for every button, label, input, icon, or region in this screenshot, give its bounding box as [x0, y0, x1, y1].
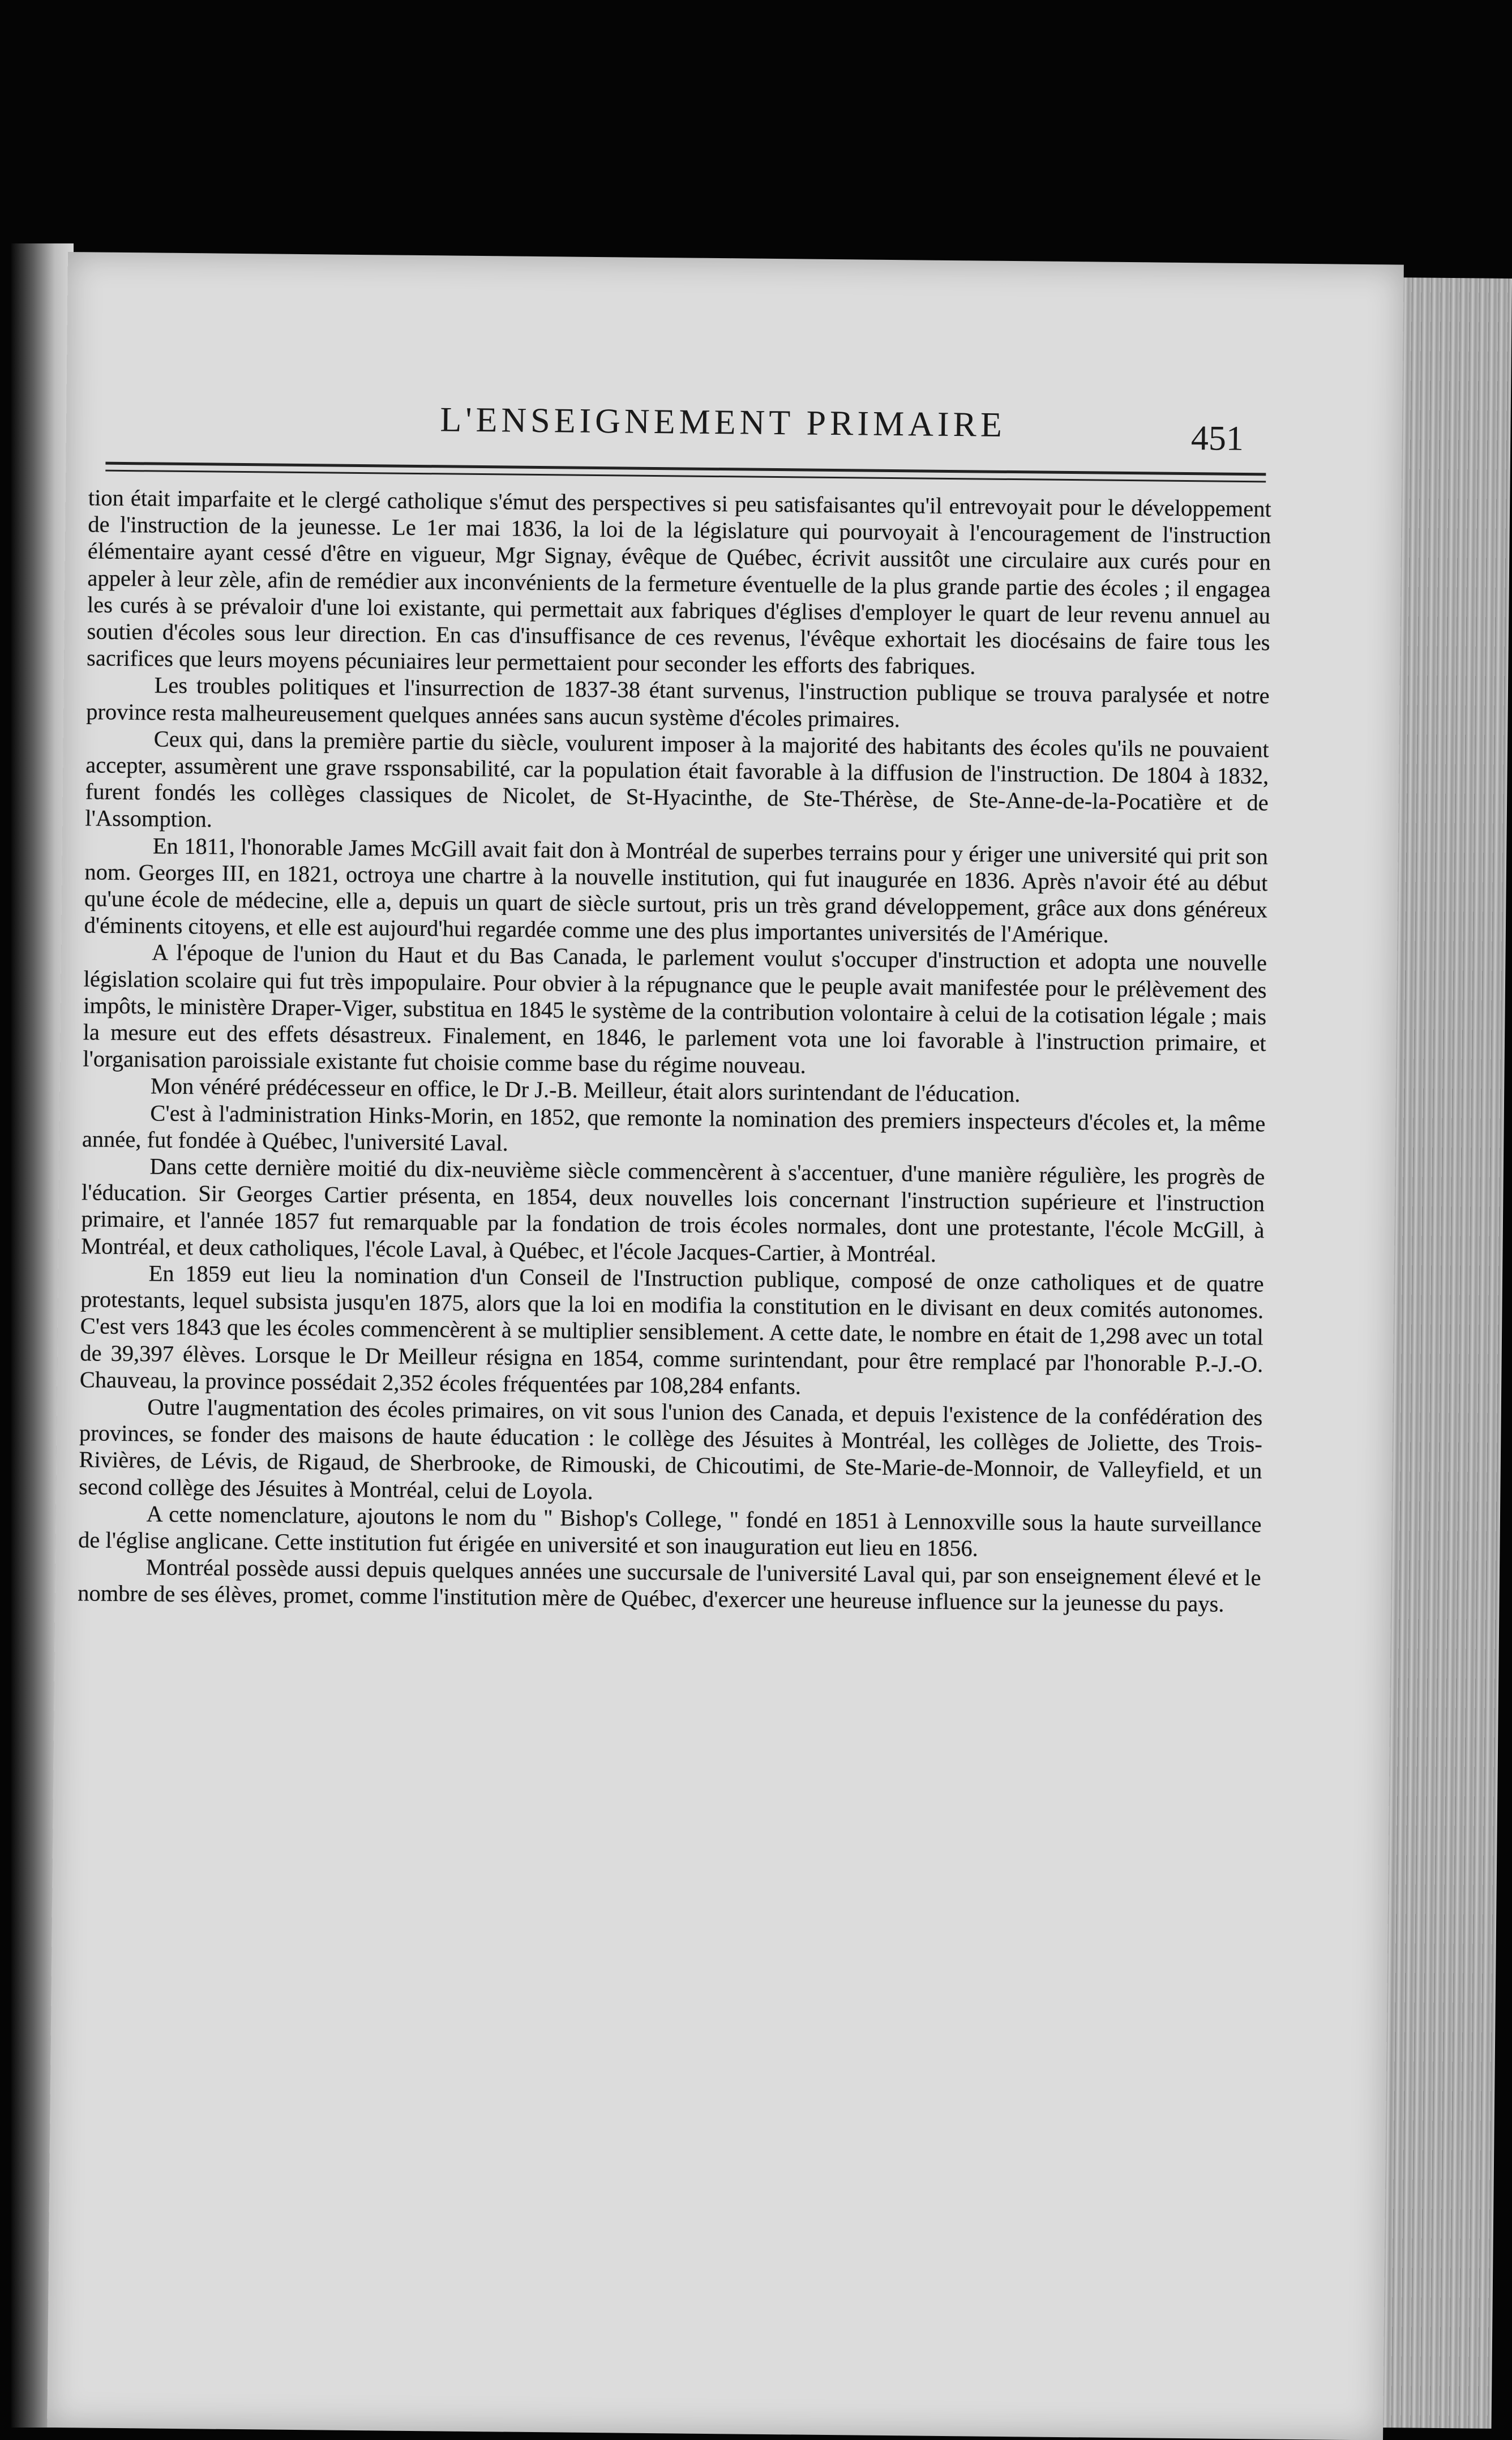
paragraph-11: A cette nomenclature, ajoutons le nom du " Bishop's College, " fondé en 1851 à Lennoxville sous la haute surveillance de l'église anglicane. Cette institution fut érigée en université et son inauguration eut lieu en 1856. [78, 1501, 1262, 1561]
paragraph-7: C'est à l'administration Hinks-Morin, en 1852, que remonte la nomination des premiers inspecteurs d'écoles et, la même année, fut fondée à Québec, l'université Laval. [82, 1100, 1266, 1156]
paragraph-12: Montréal possède aussi depuis quelques années une succursale de l'université Laval qui, par son enseignement élevé et le nombre de ses élèves, promet, comme l'institution mère de Québec, d'exercer une heureuse influence sur la jeunesse du pays. [78, 1554, 1261, 1617]
paragraph-5: A l'époque de l'union du Haut et du Bas Canada, le parlement voulut s'occuper d'instruction et adopta une nouvelle législation scolaire qui fut très impopulaire. Pour obvier à la répugnance que le peuple avait manifestée pour le prélèvement des impôts, le ministère Draper-Viger, substitua en 1845 le système de la contribution volontaire à celui de la cotisation légale ; mais la mesure eut des effets désastreux. Finalement, en 1846, le parlement vota une loi favorable à l'instruction primaire, et l'organisation paroissiale existante fut choisie comme base du régime nouveau. [83, 939, 1267, 1078]
running-head: L'ENSEIGNEMENT PRIMAIRE [440, 400, 1006, 444]
page-number: 451 [1190, 419, 1244, 458]
paragraph-2: Les troubles politiques et l'insurrection de 1837-38 étant survenus, l'instruction publique se trouva paralysée et notre province resta malheureusement quelques années sans aucun système d'écoles primaires. [85, 672, 1270, 732]
paragraph-9: En 1859 eut lieu la nomination d'un Conseil de l'Instruction publique, composé de onze catholiques et de quatre protestants, lequel subsista jusqu'en 1875, alors que la loi en modifia la constitution en le divisant en deux comités autonomes. C'est vers 1843 que les écoles commencèrent à se multiplier sensiblement. A cette date, le nombre en était de 1,298 avec un total de 39,397 élèves. Lorsque le Dr Meilleur résigna en 1854, comme surintendant, pour être remplacé par l'honorable P.-J.-O. Chauveau, la province possédait 2,352 écoles fréquentées par 108,284 enfants. [79, 1260, 1264, 1399]
header-rule-thick [105, 462, 1266, 476]
paragraph-8: Dans cette dernière moitié du dix-neuvième siècle commencèrent à s'accentuer, d'une manière régulière, les progrès de l'éducation. Sir Georges Cartier présenta, en 1854, deux nouvelles lois concernant l'instruction supérieure et l'instruction primaire, et l'année 1857 fut remarquable par la fondation de trois écoles normales, dont une protestante, l'école McGill, à Montréal, et deux catholiques, l'école Laval, à Québec, et l'école Jacques-Cartier, à Montréal. [80, 1153, 1265, 1267]
paragraph-4: En 1811, l'honorable James McGill avait fait don à Montréal de superbes terrains pour y ériger une université qui prit son nom. Georges III, en 1821, octroya une chartre à la nouvelle institution, qui fut inaugurée en 1836. Après n'avoir été au début qu'une école de médecine, elle a, depuis un quart de siècle surtout, pris un très grand développement, grâce aux dons généreux d'éminents citoyens, et elle est aujourd'hui regardée comme une des plus importantes universités de l'Amérique. [84, 833, 1269, 948]
book-page [47, 252, 1404, 2440]
paragraph-3: Ceux qui, dans la première partie du siècle, voulurent imposer à la majorité des habitants des écoles qu'ils ne pouvaient accepter, assumèrent une grave rssponsabilité, car la population était favorable à la diffusion de l'instruction. De 1804 à 1832, furent fondés les collèges classiques de Nicolet, de St-Hyacinthe, de Ste-Thérèse, de Ste-Anne-de-la-Pocatière et de l'Assomption. [85, 726, 1269, 832]
paragraph-10: Outre l'augmentation des écoles primaires, on vit sous l'union des Canada, et depuis l'existence de la confédération des provinces, se fonder des maisons de haute éducation : le collège des Jésuites à Montréal, les collèges de Joliette, des Trois-Rivières, de Lévis, de Rigaud, de Sherbrooke, de Rimouski, de Chicoutimi, de Ste-Marie-de-Monnoir, de Valleyfield, et un second collège des Jésuites à Montréal, celui de Loyola. [78, 1394, 1263, 1504]
body-text [78, 484, 1271, 1618]
paragraph-1: tion était imparfaite et le clergé catholique s'émut des perspectives si peu satisfaisantes qu'il entrevoyait pour le développement de l'instruction de la jeunesse. Le 1er mai 1836, la loi de la législature qui pourvoyait à l'encouragement de l'instruction élémentaire ayant cessé d'être en vigueur, Mgr Signay, évêque de Québec, écrivit aussitôt une circulaire aux curés pour en appeler à leur zèle, afin de remédier aux inconvénients de la fermeture éventuelle de la plus grande partie des écoles ; il engagea les curés à se prévaloir d'une loi existante, qui permettait aux fabriques d'églises d'employer le quart de leur revenu annuel au soutien d'écoles sous leur direction. En cas d'insuffisance de ces revenus, l'évêque exhortait les diocésains de faire tous les sacrifices que leurs moyens pécuniaires leur permettaient pour seconder les efforts des fabriques. [86, 485, 1271, 679]
paragraph-6: Mon vénéré prédécesseur en office, le Dr J.-B. Meilleur, était alors surintendant de l'éducation. [150, 1073, 1021, 1107]
